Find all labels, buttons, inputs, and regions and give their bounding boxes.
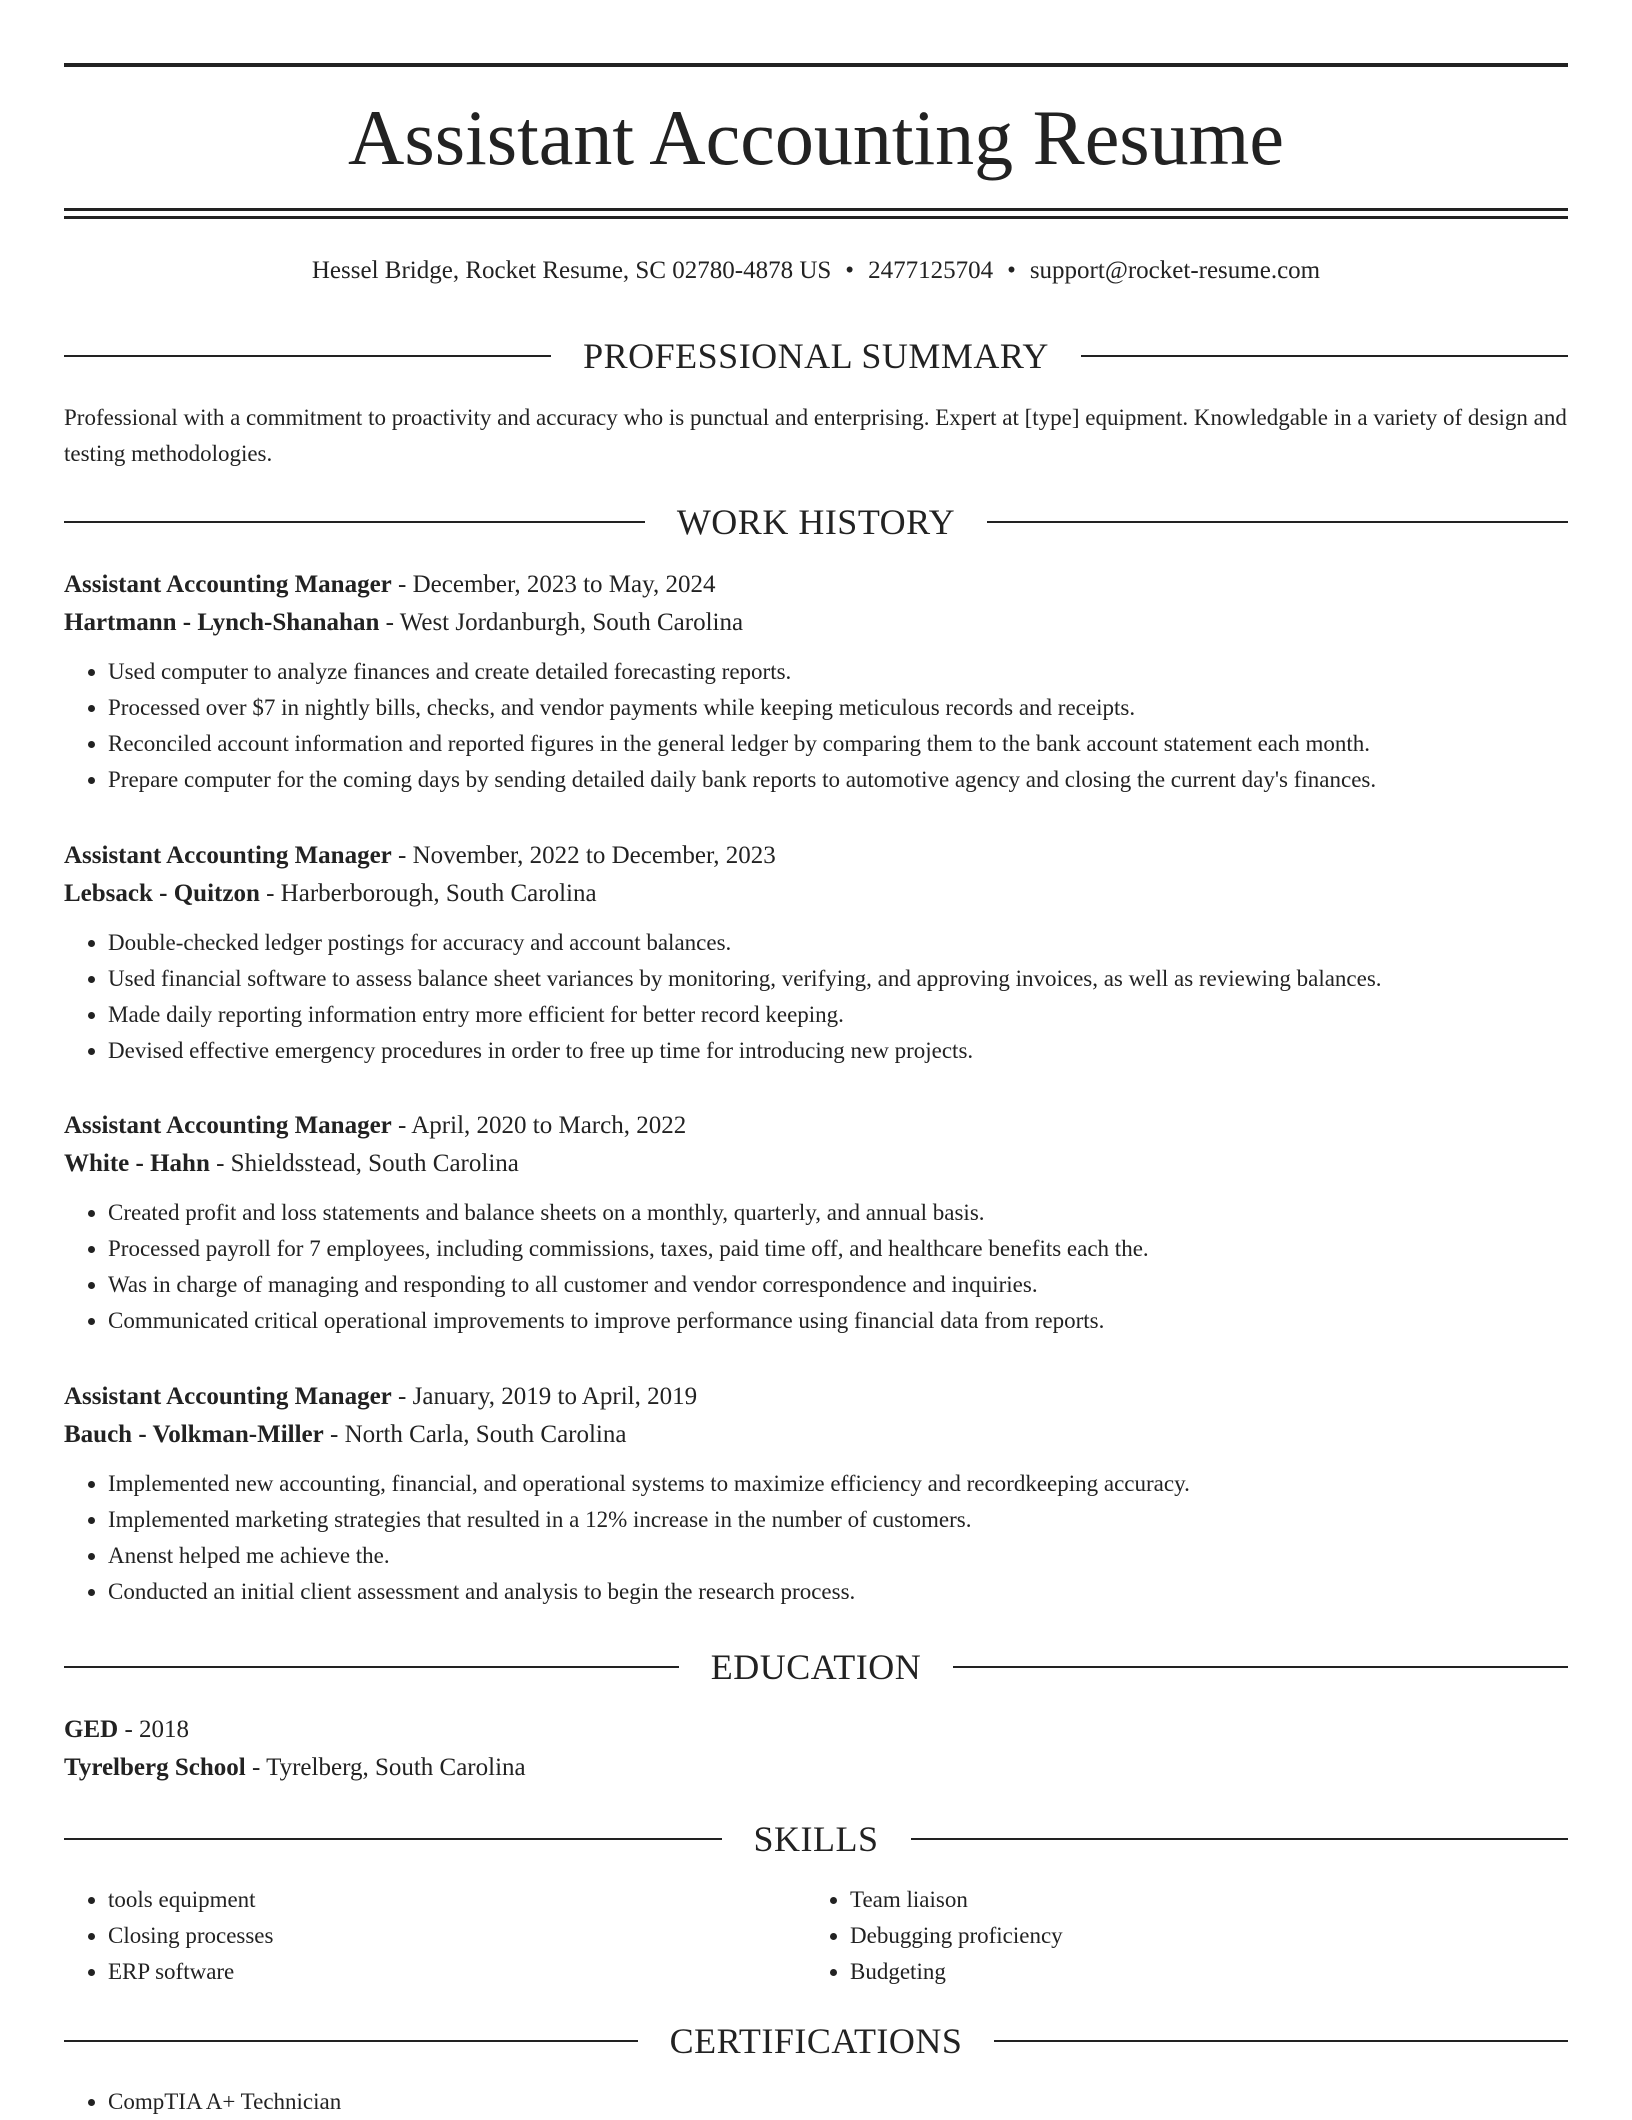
title-rule-lower	[64, 216, 1568, 219]
section-title: CERTIFICATIONS	[669, 2021, 963, 2061]
heading-rule	[911, 1838, 1569, 1840]
heading-rule	[64, 355, 551, 357]
skill-item: • Debugging proficiency	[850, 1918, 1548, 1954]
section-title: WORK HISTORY	[676, 502, 956, 542]
job-bullet: • Used financial software to assess balance sheet variances by monitoring, verifying, and approving invoices, as well as reviewing balances.	[108, 961, 1568, 997]
job-bullet: • Made daily reporting information entry more efficient for better record keeping.	[108, 997, 1568, 1033]
job-location: - Harberborough, South Carolina	[259, 880, 597, 907]
contact-line	[64, 254, 1568, 288]
education-location: - Tyrelberg, South Carolina	[245, 1754, 526, 1781]
job-company-line	[64, 1145, 1568, 1183]
heading-rule	[1081, 355, 1568, 357]
heading-rule	[64, 2040, 638, 2042]
skill-item: • ERP software	[108, 1954, 806, 1990]
heading-rule	[64, 1838, 722, 1840]
job-bullets	[64, 925, 1568, 1069]
job-dates: - November, 2022 to December, 2023	[391, 842, 776, 869]
job-title-line	[64, 1378, 1568, 1416]
job-entry	[64, 1378, 1568, 1610]
job-entry	[64, 837, 1568, 1069]
job-bullet: • Anenst helped me achieve the.	[108, 1538, 1568, 1574]
top-rule	[64, 63, 1568, 67]
job-dates: - December, 2023 to May, 2024	[391, 571, 716, 598]
education-degree: GED	[64, 1716, 119, 1743]
job-bullet: • Processed over $7 in nightly bills, checks, and vendor payments while keeping meticulous records and receipts.	[108, 690, 1568, 726]
job-entry	[64, 566, 1568, 798]
contact-phone: 2477125704	[868, 257, 994, 284]
skill-item: • Closing processes	[108, 1918, 806, 1954]
job-bullet: • Implemented new accounting, financial, and operational systems to maximize efficiency and recordkeeping accuracy.	[108, 1466, 1568, 1502]
heading-rule	[987, 521, 1568, 523]
job-location: - North Carla, South Carolina	[323, 1421, 627, 1448]
job-entry	[64, 1107, 1568, 1339]
education-degree-line	[64, 1711, 1568, 1749]
job-location: - West Jordanburgh, South Carolina	[379, 609, 744, 636]
skill-item: • tools equipment	[108, 1882, 806, 1918]
job-bullet: • Reconciled account information and reported figures in the general ledger by comparing them to the bank account statement each month.	[108, 726, 1568, 762]
job-bullet: • Was in charge of managing and responding to all customer and vendor correspondence and inquiries.	[108, 1267, 1568, 1303]
job-bullets	[64, 1466, 1568, 1610]
job-title: Assistant Accounting Manager	[64, 842, 392, 869]
job-bullets	[64, 1195, 1568, 1339]
job-company-line	[64, 604, 1568, 642]
section-title: PROFESSIONAL SUMMARY	[583, 336, 1049, 376]
job-dates: - April, 2020 to March, 2022	[391, 1112, 687, 1139]
job-title: Assistant Accounting Manager	[64, 1112, 392, 1139]
title-rule-upper	[64, 208, 1568, 211]
job-bullet: • Double-checked ledger postings for accuracy and account balances.	[108, 925, 1568, 961]
contact-separator: •	[845, 257, 855, 284]
job-bullet: • Conducted an initial client assessment and analysis to begin the research process.	[108, 1574, 1568, 1610]
job-title: Assistant Accounting Manager	[64, 1383, 392, 1410]
section-title: SKILLS	[753, 1819, 879, 1859]
job-company: Bauch - Volkman-Miller	[64, 1421, 324, 1448]
heading-rule	[64, 1666, 679, 1668]
resume-title: Assistant Accounting Resume	[348, 94, 1284, 181]
contact-separator: •	[1007, 257, 1016, 284]
skill-item: • Team liaison	[850, 1882, 1548, 1918]
job-bullet: • Communicated critical operational improvements to improve performance using financial data from reports.	[108, 1303, 1568, 1339]
job-title: Assistant Accounting Manager	[64, 571, 392, 598]
skills-column-left	[64, 1882, 806, 1990]
job-bullets	[64, 654, 1568, 798]
job-title-line	[64, 837, 1568, 875]
job-company-line	[64, 875, 1568, 913]
contact-address: Hessel Bridge, Rocket Resume, SC 02780-4878 US	[311, 257, 832, 284]
certification-item: • CompTIA A+ Technician	[108, 2084, 1568, 2120]
job-bullet: • Devised effective emergency procedures in order to free up time for introducing new projects.	[108, 1033, 1568, 1069]
job-title-line	[64, 566, 1568, 604]
summary-text: Professional with a commitment to proactivity and accuracy who is punctual and enterprising. Expert at [type] equipment. Knowledgable in a variety of design and testing methodologies.	[64, 405, 1567, 466]
certifications-list	[64, 2084, 1568, 2120]
job-company: White - Hahn	[64, 1150, 210, 1177]
education-school: Tyrelberg School	[64, 1754, 246, 1781]
section-title: EDUCATION	[710, 1647, 922, 1687]
job-bullet: • Processed payroll for 7 employees, including commissions, taxes, paid time off, and healthcare benefits each the.	[108, 1231, 1568, 1267]
education-year: - 2018	[118, 1716, 190, 1743]
job-bullet: • Used computer to analyze finances and create detailed forecasting reports.	[108, 654, 1568, 690]
section-heading-skills	[64, 1817, 1568, 1861]
section-heading-summary	[64, 334, 1568, 378]
section-heading-certifications	[64, 2019, 1568, 2063]
job-location: - Shieldsstead, South Carolina	[209, 1150, 519, 1177]
section-heading-work-history	[64, 500, 1568, 544]
heading-rule	[953, 1666, 1568, 1668]
section-heading-education	[64, 1645, 1568, 1689]
job-company: Hartmann - Lynch-Shanahan	[64, 609, 380, 636]
job-company: Lebsack - Quitzon	[64, 880, 260, 907]
job-bullet: • Implemented marketing strategies that resulted in a 12% increase in the number of customers.	[108, 1502, 1568, 1538]
skills-list	[64, 1882, 1568, 1990]
heading-rule	[64, 521, 645, 523]
job-bullet: • Created profit and loss statements and balance sheets on a monthly, quarterly, and annual basis.	[108, 1195, 1568, 1231]
education-entry	[64, 1711, 1568, 1787]
job-bullet: • Prepare computer for the coming days by sending detailed daily bank reports to automotive agency and closing the current day's finances.	[108, 762, 1568, 798]
skill-item: • Budgeting	[850, 1954, 1548, 1990]
contact-email: support@rocket-resume.com	[1029, 257, 1321, 284]
education-school-line	[64, 1749, 1568, 1787]
job-title-line	[64, 1107, 1568, 1145]
job-company-line	[64, 1416, 1568, 1454]
heading-rule	[994, 2040, 1568, 2042]
certifications-items	[64, 2084, 1568, 2120]
job-dates: - January, 2019 to April, 2019	[391, 1383, 698, 1410]
skills-column-right	[806, 1882, 1548, 1990]
